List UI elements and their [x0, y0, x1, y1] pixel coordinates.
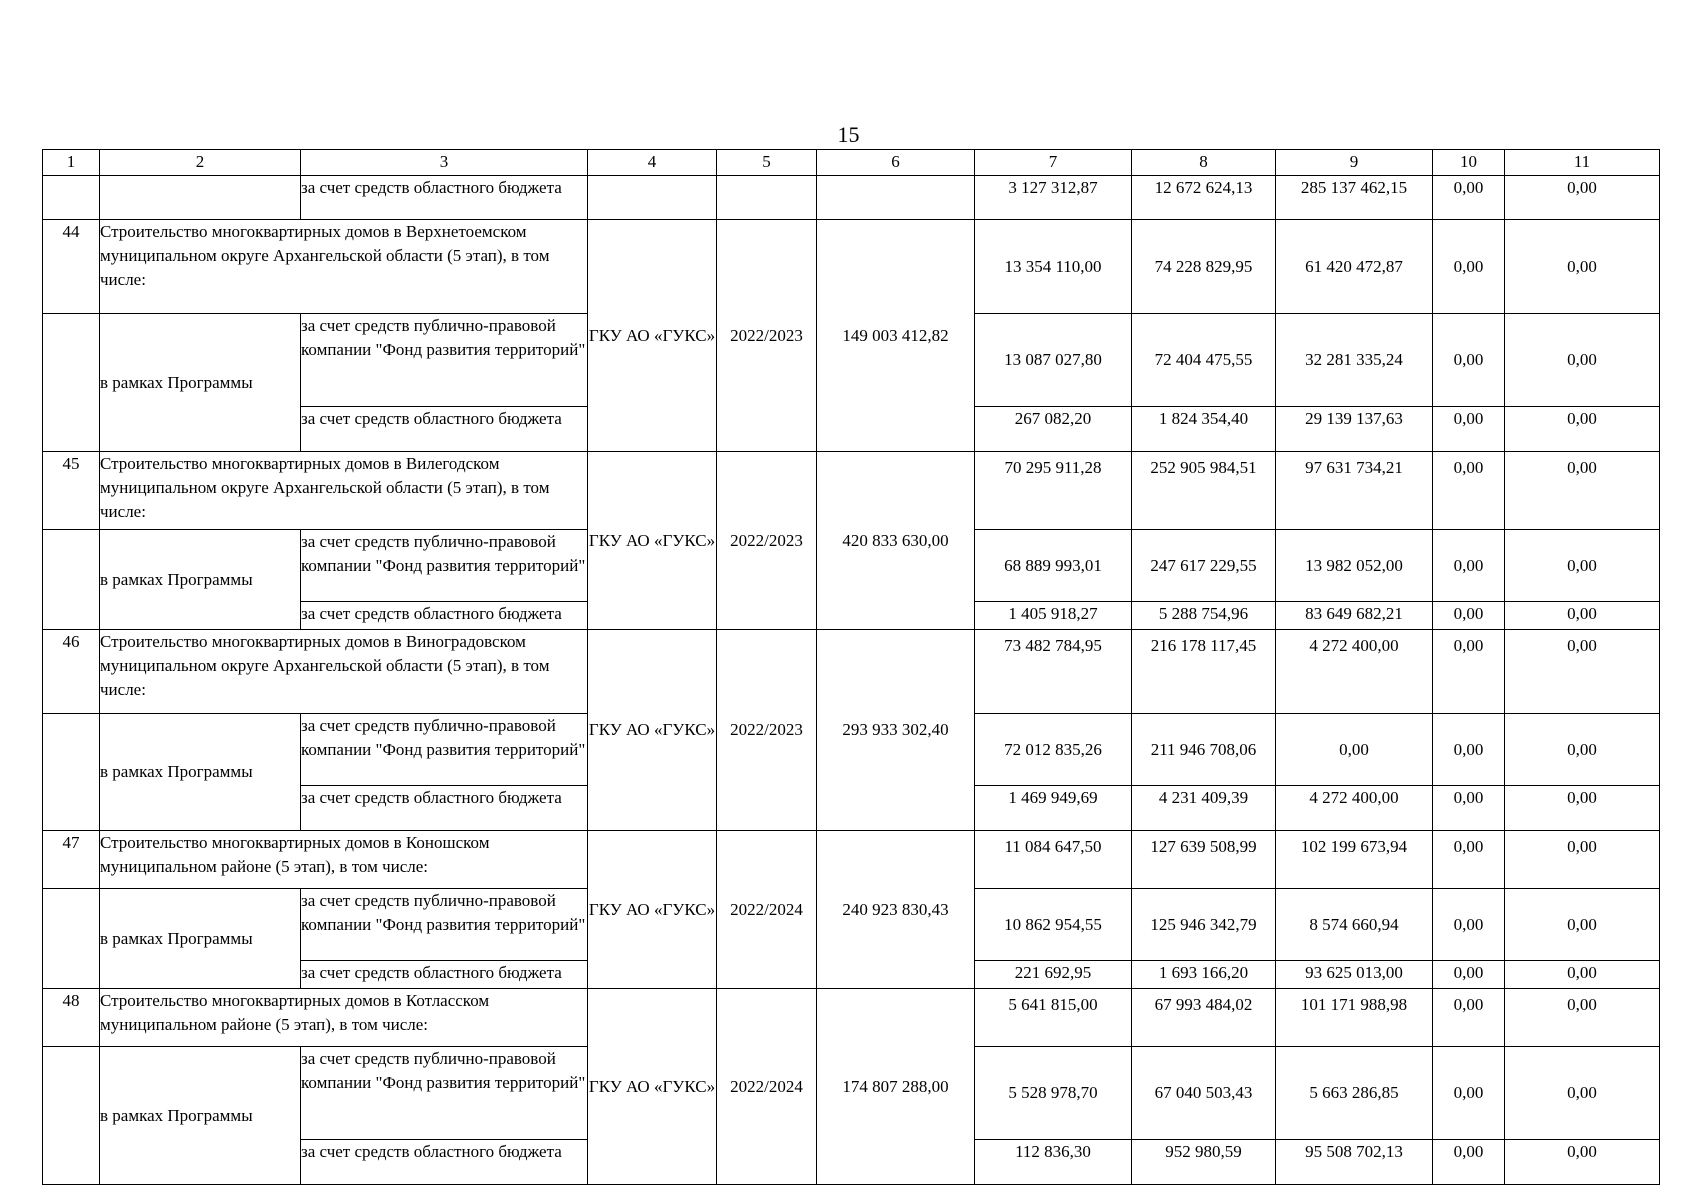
- table-row: [43, 630, 1660, 714]
- program-label: в рамках Программы: [100, 714, 301, 831]
- amount-col-10: 0,00: [1433, 1140, 1505, 1185]
- total-cost: 293 933 302,40: [817, 630, 975, 831]
- total-cost: 240 923 830,43: [817, 831, 975, 989]
- amount-col-10: 0,00: [1433, 530, 1505, 602]
- row-number: 48: [43, 989, 100, 1047]
- amount-col-10: 0,00: [1433, 961, 1505, 989]
- amount-col-11: 0,00: [1505, 530, 1660, 602]
- amount-col-11: 0,00: [1505, 452, 1660, 530]
- customer-name: ГКУ АО «ГУКС»: [588, 220, 717, 452]
- amount-col-7: 72 012 835,26: [975, 714, 1132, 786]
- amount-col-9: 13 982 052,00: [1276, 530, 1433, 602]
- table-row: [43, 452, 1660, 530]
- amount-col-8: 1 693 166,20: [1132, 961, 1276, 989]
- amount-col-10: 0,00: [1433, 1047, 1505, 1140]
- row-number: 47: [43, 831, 100, 889]
- amount-col-10: 0,00: [1433, 176, 1505, 220]
- column-header: 4: [588, 150, 717, 176]
- amount-col-10: 0,00: [1433, 831, 1505, 889]
- object-title: Строительство многоквартирных домов в Верхнетоемском муниципальном округе Архангельской области (5 этап), в том числе:: [100, 220, 588, 314]
- program-label: в рамках Программы: [100, 530, 301, 630]
- amount-col-9: 61 420 472,87: [1276, 220, 1433, 314]
- column-header: 7: [975, 150, 1132, 176]
- amount-col-9: 101 171 988,98: [1276, 989, 1433, 1047]
- amount-col-9: 32 281 335,24: [1276, 314, 1433, 407]
- row-number: 45: [43, 452, 100, 530]
- column-header: 6: [817, 150, 975, 176]
- amount-col-10: 0,00: [1433, 989, 1505, 1047]
- program-label: в рамках Программы: [100, 1047, 301, 1185]
- amount-col-8: 952 980,59: [1132, 1140, 1276, 1185]
- amount-col-7: 73 482 784,95: [975, 630, 1132, 714]
- amount-col-11: 0,00: [1505, 786, 1660, 831]
- amount-col-10: 0,00: [1433, 602, 1505, 630]
- amount-col-10: 0,00: [1433, 630, 1505, 714]
- table-row: [43, 831, 1660, 889]
- amount-col-11: 0,00: [1505, 831, 1660, 889]
- row-number: 46: [43, 630, 100, 714]
- amount-col-9: 93 625 013,00: [1276, 961, 1433, 989]
- amount-col-8: 252 905 984,51: [1132, 452, 1276, 530]
- funding-source: за счет средств публично-правовой компании "Фонд развития территорий": [301, 889, 588, 961]
- amount-col-10: 0,00: [1433, 220, 1505, 314]
- amount-col-11: 0,00: [1505, 630, 1660, 714]
- amount-col-11: 0,00: [1505, 176, 1660, 220]
- table-row: [43, 220, 1660, 314]
- amount-col-11: 0,00: [1505, 1047, 1660, 1140]
- amount-col-8: 12 672 624,13: [1132, 176, 1276, 220]
- row-number: 44: [43, 220, 100, 314]
- amount-col-11: 0,00: [1505, 961, 1660, 989]
- amount-col-8: 125 946 342,79: [1132, 889, 1276, 961]
- funding-source: за счет средств публично-правовой компании "Фонд развития территорий": [301, 714, 588, 786]
- amount-col-9: 5 663 286,85: [1276, 1047, 1433, 1140]
- funding-source: за счет средств областного бюджета: [301, 961, 588, 989]
- funding-source: за счет средств публично-правовой компании "Фонд развития территорий": [301, 530, 588, 602]
- budget-table: [42, 149, 1660, 1185]
- funding-source: за счет средств публично-правовой компании "Фонд развития территорий": [301, 314, 588, 407]
- column-header: 5: [717, 150, 817, 176]
- column-header: 10: [1433, 150, 1505, 176]
- amount-col-11: 0,00: [1505, 889, 1660, 961]
- amount-col-9: 95 508 702,13: [1276, 1140, 1433, 1185]
- construction-period: 2022/2023: [717, 220, 817, 452]
- amount-col-9: 29 139 137,63: [1276, 407, 1433, 452]
- amount-col-11: 0,00: [1505, 407, 1660, 452]
- funding-source: за счет средств областного бюджета: [301, 1140, 588, 1185]
- amount-col-7: 112 836,30: [975, 1140, 1132, 1185]
- amount-col-8: 211 946 708,06: [1132, 714, 1276, 786]
- amount-col-9: 8 574 660,94: [1276, 889, 1433, 961]
- amount-col-7: 3 127 312,87: [975, 176, 1132, 220]
- funding-source: за счет средств областного бюджета: [301, 786, 588, 831]
- amount-col-7: 5 528 978,70: [975, 1047, 1132, 1140]
- amount-col-9: 97 631 734,21: [1276, 452, 1433, 530]
- amount-col-7: 13 354 110,00: [975, 220, 1132, 314]
- amount-col-11: 0,00: [1505, 314, 1660, 407]
- amount-col-8: 247 617 229,55: [1132, 530, 1276, 602]
- amount-col-11: 0,00: [1505, 1140, 1660, 1185]
- amount-col-7: 221 692,95: [975, 961, 1132, 989]
- amount-col-8: 127 639 508,99: [1132, 831, 1276, 889]
- table-row: [43, 989, 1660, 1047]
- amount-col-9: 285 137 462,15: [1276, 176, 1433, 220]
- funding-source: за счет средств областного бюджета: [301, 407, 588, 452]
- construction-period: 2022/2023: [717, 452, 817, 630]
- amount-col-9: 0,00: [1276, 714, 1433, 786]
- column-number-header-row: [43, 150, 1660, 176]
- object-title: Строительство многоквартирных домов в Вилегодском муниципальном округе Архангельской области (5 этап), в том числе:: [100, 452, 588, 530]
- amount-col-10: 0,00: [1433, 714, 1505, 786]
- construction-period: 2022/2023: [717, 630, 817, 831]
- customer-name: ГКУ АО «ГУКС»: [588, 452, 717, 630]
- amount-col-10: 0,00: [1433, 452, 1505, 530]
- amount-col-8: 67 993 484,02: [1132, 989, 1276, 1047]
- column-header: 11: [1505, 150, 1660, 176]
- amount-col-7: 68 889 993,01: [975, 530, 1132, 602]
- page-number: 15: [837, 122, 860, 147]
- object-title: Строительство многоквартирных домов в Виноградовском муниципальном округе Архангельской области (5 этап), в том числе:: [100, 630, 588, 714]
- amount-col-8: 72 404 475,55: [1132, 314, 1276, 407]
- amount-col-8: 5 288 754,96: [1132, 602, 1276, 630]
- total-cost: 174 807 288,00: [817, 989, 975, 1185]
- total-cost: 420 833 630,00: [817, 452, 975, 630]
- carry-over-row: [43, 176, 1660, 220]
- amount-col-10: 0,00: [1433, 407, 1505, 452]
- amount-col-10: 0,00: [1433, 889, 1505, 961]
- object-title: Строительство многоквартирных домов в Коношском муниципальном районе (5 этап), в том числе:: [100, 831, 588, 889]
- amount-col-10: 0,00: [1433, 314, 1505, 407]
- funding-source: за счет средств областного бюджета: [301, 602, 588, 630]
- column-header: 2: [100, 150, 301, 176]
- funding-source: за счет средств публично-правовой компании "Фонд развития территорий": [301, 1047, 588, 1140]
- amount-col-7: 1 405 918,27: [975, 602, 1132, 630]
- amount-col-9: 102 199 673,94: [1276, 831, 1433, 889]
- amount-col-9: 4 272 400,00: [1276, 630, 1433, 714]
- amount-col-7: 13 087 027,80: [975, 314, 1132, 407]
- total-cost: 149 003 412,82: [817, 220, 975, 452]
- column-header: 9: [1276, 150, 1433, 176]
- amount-col-8: 4 231 409,39: [1132, 786, 1276, 831]
- program-label: в рамках Программы: [100, 889, 301, 989]
- amount-col-9: 83 649 682,21: [1276, 602, 1433, 630]
- construction-period: 2022/2024: [717, 831, 817, 989]
- amount-col-8: 216 178 117,45: [1132, 630, 1276, 714]
- amount-col-7: 10 862 954,55: [975, 889, 1132, 961]
- amount-col-7: 1 469 949,69: [975, 786, 1132, 831]
- amount-col-10: 0,00: [1433, 786, 1505, 831]
- amount-col-8: 1 824 354,40: [1132, 407, 1276, 452]
- column-header: 3: [301, 150, 588, 176]
- funding-source: за счет средств областного бюджета: [301, 176, 588, 220]
- amount-col-11: 0,00: [1505, 714, 1660, 786]
- amount-col-11: 0,00: [1505, 989, 1660, 1047]
- customer-name: ГКУ АО «ГУКС»: [588, 989, 717, 1185]
- customer-name: ГКУ АО «ГУКС»: [588, 630, 717, 831]
- customer-name: ГКУ АО «ГУКС»: [588, 831, 717, 989]
- amount-col-7: 5 641 815,00: [975, 989, 1132, 1047]
- amount-col-11: 0,00: [1505, 220, 1660, 314]
- amount-col-8: 67 040 503,43: [1132, 1047, 1276, 1140]
- column-header: 8: [1132, 150, 1276, 176]
- program-label: в рамках Программы: [100, 314, 301, 452]
- amount-col-9: 4 272 400,00: [1276, 786, 1433, 831]
- amount-col-7: 267 082,20: [975, 407, 1132, 452]
- amount-col-7: 11 084 647,50: [975, 831, 1132, 889]
- amount-col-7: 70 295 911,28: [975, 452, 1132, 530]
- construction-period: 2022/2024: [717, 989, 817, 1185]
- column-header: 1: [43, 150, 100, 176]
- amount-col-8: 74 228 829,95: [1132, 220, 1276, 314]
- amount-col-11: 0,00: [1505, 602, 1660, 630]
- object-title: Строительство многоквартирных домов в Котласском муниципальном районе (5 этап), в том числе:: [100, 989, 588, 1047]
